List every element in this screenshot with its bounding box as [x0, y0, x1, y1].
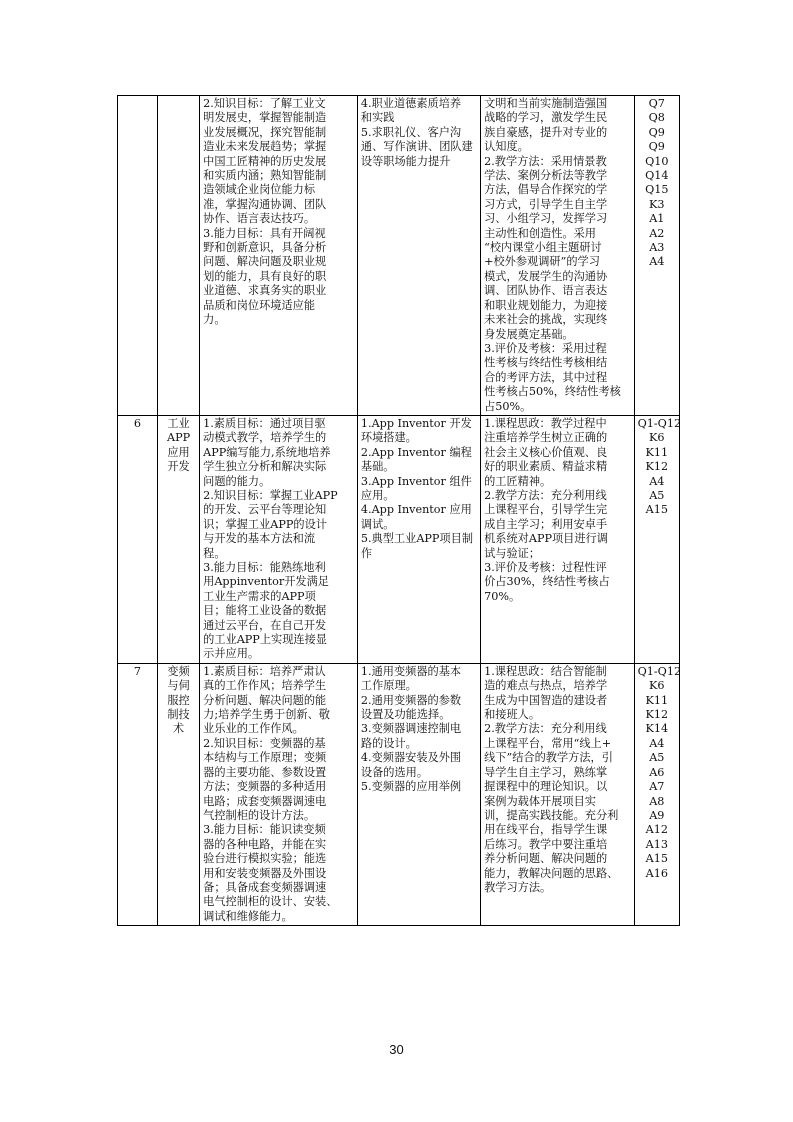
goal-line: 本结构与工作原理；变频 — [203, 751, 327, 765]
goal-line: 协作、语言表达技巧。 — [203, 212, 316, 226]
requirement-line: 养分析问题、解决问题的 — [484, 852, 608, 866]
requirement-line: 后练习。教学中要注重培 — [484, 837, 608, 851]
requirement-line: 注重培养学生树立正确的 — [484, 431, 608, 445]
goal-line: 的工业APP上实现连接显 — [203, 633, 327, 647]
content-line: 3.变频器调速控制电 — [360, 722, 462, 736]
requirement-line: 造的难点与热点，培养学 — [484, 679, 608, 693]
requirement-line: 的工匠精神。 — [484, 474, 552, 488]
goal-line: 程。 — [203, 546, 226, 560]
requirement-line: 机系统对APP项目进行调 — [484, 532, 608, 546]
goal-line: 1.素质目标：培养严肃认 — [203, 664, 326, 678]
requirement-line: 方法，倡导合作探究的学 — [484, 183, 608, 197]
goal-line: 2.知识目标：了解工业文 — [203, 97, 326, 110]
goal-line: 造业未来发展趋势；掌握 — [203, 140, 327, 154]
goal-line: 3.能力目标：能熟练地利 — [203, 561, 326, 574]
content-line: 3.App Inventor 组件 — [360, 474, 472, 488]
content-line: 4.变频器安装及外围 — [360, 751, 462, 765]
mapping-code: A8 — [649, 794, 665, 808]
requirement-line: 战略的学习，激发学生民 — [484, 111, 608, 125]
mapping-code: K14 — [645, 722, 669, 736]
course-number-cell — [118, 663, 158, 925]
goal-line: 力;培养学生勇于创新、敬 — [203, 708, 330, 722]
content-line: 4.App Inventor 应用 — [360, 503, 472, 517]
goal-line: 准，掌握沟通协调、团队 — [203, 197, 327, 211]
course-name-cell — [157, 663, 199, 925]
course-content-cell — [357, 96, 480, 416]
goal-line: 真的工作作风；培养学生 — [203, 679, 327, 693]
course-name-cell — [157, 96, 199, 416]
teaching-requirements-cell — [481, 415, 634, 663]
mapping-code: A5 — [649, 751, 665, 765]
requirement-line: 2.教学方法：充分利用线 — [484, 488, 607, 502]
requirement-line: 上课程平台，常用“线上+ — [484, 736, 612, 750]
table-row — [118, 415, 680, 663]
goal-line: 野和创新意识，具备分析 — [203, 241, 327, 255]
mapping-code: A7 — [649, 780, 665, 794]
goal-line: 电气控制柜的设计、安装、 — [203, 895, 338, 909]
goal-line: 识；掌握工业APP的设计 — [203, 517, 327, 531]
goal-line: 电路；成套变频器调速电 — [203, 794, 327, 808]
mapping-code: K6 — [649, 679, 665, 693]
goal-line: 品质和岗位环境适应能 — [203, 298, 316, 312]
goal-line: 和实质内涵；熟知智能制 — [203, 169, 327, 183]
mapping-code: A2 — [649, 226, 665, 240]
mapping-code: Q9 — [648, 140, 665, 154]
requirement-line: 价占30%，终结性考核占 — [484, 575, 610, 589]
goal-line: 学生独立分析和解决实际 — [203, 460, 327, 474]
mapping-code: K12 — [645, 460, 669, 474]
mapping-code: A16 — [645, 866, 668, 880]
mapping-code: Q1-Q12 — [637, 664, 682, 678]
requirement-line: 教学习方法。 — [484, 880, 552, 894]
content-line: 1.App Inventor 开发 — [360, 416, 472, 430]
mapping-code: A4 — [649, 736, 665, 750]
content-line: 5.变频器的应用举例 — [360, 780, 462, 794]
goal-line: 与开发的基本方法和流 — [203, 532, 316, 546]
page-number: 30 — [389, 1042, 404, 1057]
requirement-line: 身发展奠定基础。 — [484, 327, 574, 341]
requirement-line: 70%。 — [484, 589, 521, 603]
goal-line: 2.知识目标：掌握工业APP — [203, 488, 338, 502]
requirement-line: 试与验证； — [484, 546, 541, 560]
goal-line: 业乐业的工作作风。 — [203, 722, 304, 736]
requirement-line: 3.评价及考核：采用过程 — [484, 341, 607, 355]
goal-line: 2.知识目标：变频器的基 — [203, 736, 326, 750]
course-number-cell — [118, 96, 158, 416]
content-line: 1.通用变频器的基本 — [360, 664, 462, 678]
requirement-line: 导学生自主学习，熟练掌 — [484, 765, 608, 779]
goal-line: 力。 — [203, 313, 226, 327]
content-line: 调试。 — [360, 517, 395, 531]
requirement-line: 习方式，引导学生自主学 — [484, 197, 608, 211]
requirement-line: 习、小组学习，发挥学习 — [484, 212, 608, 226]
goal-line: 3.能力目标：能识读变频 — [203, 823, 326, 837]
goal-line: 示并应用。 — [203, 647, 260, 661]
content-line: 路的设计。 — [360, 736, 417, 750]
goal-line: 中国工匠精神的历史发展 — [203, 154, 327, 168]
requirement-line: 训，提高实践技能。充分利 — [484, 808, 619, 822]
course-number: 7 — [133, 664, 142, 678]
requirement-line: 线下”结合的教学方法，引 — [484, 751, 613, 765]
requirement-line: 和职业规划能力，为迎接 — [484, 298, 608, 312]
requirement-line: 调、团队协作、语言表达 — [484, 284, 608, 298]
course-name-line: APP — [166, 431, 191, 445]
requirement-line: 文明和当前实施制造强国 — [484, 97, 608, 110]
course-name-line: 制技 — [167, 708, 190, 722]
goal-line: 1.素质目标：通过项目驱 — [203, 416, 326, 430]
goal-line: 用Appinventor开发满足 — [203, 575, 329, 589]
table-row — [118, 663, 680, 925]
requirement-line: 案例为载体开展项目实 — [484, 794, 596, 808]
mapping-code: A5 — [649, 488, 665, 502]
goal-line: 划的能力，具有良好的职 — [203, 269, 327, 283]
requirement-line: 合的考评方法，其中过程 — [484, 370, 608, 384]
mapping-code: A4 — [649, 255, 665, 269]
goal-line: 调试和维修能力。 — [203, 909, 293, 923]
goal-line: 器的各种电路，并能在实 — [203, 837, 327, 851]
goal-line: 问题的能力。 — [203, 474, 271, 488]
goal-line: 目；能将工业设备的数据 — [203, 604, 327, 618]
requirement-line: 1.课程思政：教学过程中 — [484, 416, 607, 430]
course-name-line: 与伺 — [167, 679, 190, 693]
requirement-line: 和接班人。 — [484, 708, 541, 722]
requirement-line: 用在线平台，指导学生课 — [484, 823, 608, 837]
requirement-line: 模式，发展学生的沟通协 — [484, 269, 608, 283]
content-line: 2.通用变频器的参数 — [360, 693, 462, 707]
course-name-line: 应用 — [167, 445, 190, 459]
requirement-line: 能力，教解决问题的思路、 — [484, 866, 619, 880]
goal-line: 器的主要功能、参数设置 — [203, 765, 327, 779]
requirement-line: 主动性和创造性。采用 — [484, 226, 596, 240]
requirement-line: 性考核与终结性考核相结 — [484, 356, 608, 370]
goal-line: 验台进行模拟实验；能选 — [203, 852, 327, 866]
mapping-code: A15 — [645, 852, 668, 866]
goal-line: 工业生产需求的APP项 — [203, 589, 316, 603]
course-content-cell — [357, 415, 480, 663]
content-line: 应用。 — [360, 488, 395, 502]
requirement-line: 握课程中的理论知识。以 — [484, 780, 608, 794]
competency-mapping-cell — [634, 663, 682, 925]
requirement-line: 占50%。 — [484, 399, 532, 413]
course-table-body — [118, 96, 680, 926]
goal-line: 3.能力目标：具有开阔视 — [203, 226, 326, 240]
mapping-code: K12 — [645, 708, 669, 722]
content-line: 工作原理。 — [360, 679, 417, 693]
competency-mapping-cell — [634, 415, 682, 663]
content-line: 2.App Inventor 编程 — [360, 445, 472, 459]
requirement-line: 3.评价及考核：过程性评 — [484, 561, 607, 574]
mapping-code: Q1-Q12 — [637, 416, 682, 430]
content-line: 和实践 — [360, 111, 395, 125]
mapping-code: A9 — [649, 808, 665, 822]
mapping-code: Q7 — [648, 97, 665, 110]
course-content-cell — [357, 663, 480, 925]
mapping-code: A13 — [645, 837, 668, 851]
course-goals-cell — [200, 96, 358, 416]
goal-line: 明发展史，掌握智能制造 — [203, 111, 327, 125]
goal-line: 的开发、云平台等理论知 — [203, 503, 327, 517]
goal-line: 备；具备成套变频器调速 — [203, 880, 327, 894]
goal-line: 方法；变频器的多种适用 — [203, 780, 327, 794]
requirement-line: 社会主义核心价值观、良 — [484, 445, 608, 459]
table-row — [118, 96, 680, 416]
goal-line: 动模式教学，培养学生的 — [203, 431, 327, 445]
goal-line: 业发展概况，探究智能制 — [203, 125, 327, 139]
goal-line: APP编写能力,系统地培养 — [203, 445, 331, 459]
course-name-line: 开发 — [167, 460, 190, 474]
course-name-line: 术 — [172, 722, 185, 736]
teaching-requirements-cell — [481, 96, 634, 416]
content-line: 设等职场能力提升 — [360, 154, 451, 168]
competency-mapping-cell — [634, 96, 679, 416]
mapping-code: A1 — [649, 212, 665, 226]
mapping-code: Q9 — [648, 125, 665, 139]
requirement-line: 成自主学习；利用安卓手 — [484, 517, 608, 531]
requirement-line: 2.教学方法：采用情景教 — [484, 154, 607, 168]
content-line: 4.职业道德素质培养 — [360, 97, 462, 110]
mapping-code: A6 — [649, 765, 665, 779]
course-name-cell — [157, 415, 199, 663]
content-line: 5.求职礼仪、客户沟 — [360, 125, 462, 139]
content-line: 基础。 — [360, 460, 395, 474]
requirement-line: 认知度。 — [484, 140, 529, 154]
mapping-code: Q8 — [648, 111, 665, 125]
course-goals-cell — [200, 415, 358, 663]
mapping-code: K3 — [649, 197, 665, 211]
goal-line: 问题、解决问题及职业规 — [203, 255, 327, 269]
course-number-cell — [118, 415, 158, 663]
goal-line: 通过云平台，在自己开发 — [203, 618, 327, 632]
goal-line: 用和安装变频器及外围设 — [203, 866, 327, 880]
requirement-line: 性考核占50%，终结性考核 — [484, 385, 621, 399]
content-line: 环境搭建。 — [360, 431, 417, 445]
requirement-line: “校内课堂小组主题研讨 — [484, 241, 602, 255]
content-line: 通、写作演讲、团队建 — [360, 140, 473, 154]
goal-line: 气控制柜的设计方法。 — [203, 808, 316, 822]
content-line: 5.典型工业APP项目制 — [360, 532, 474, 546]
teaching-requirements-cell — [481, 663, 634, 925]
requirement-line: 未来社会的挑战，实现终 — [484, 313, 608, 327]
requirement-line: 1.课程思政：结合智能制 — [484, 664, 607, 678]
requirement-line: 上课程平台，引导学生完 — [484, 503, 608, 517]
mapping-code: A15 — [645, 503, 668, 517]
mapping-code: Q14 — [645, 169, 669, 183]
course-name-line: 变频 — [167, 664, 190, 678]
course-number: 6 — [133, 416, 142, 430]
course-name-line: 服控 — [167, 693, 190, 707]
content-line: 设备的选用。 — [360, 765, 429, 779]
mapping-code: K11 — [645, 445, 669, 459]
content-line: 作 — [360, 546, 373, 560]
mapping-code: A3 — [649, 241, 665, 255]
goal-line: 造领域企业岗位能力标 — [203, 183, 316, 197]
goal-line: 业道德、求真务实的职业 — [203, 284, 327, 298]
mapping-code: A12 — [645, 823, 668, 837]
requirement-line: 族自豪感，提升对专业的 — [484, 125, 608, 139]
requirement-line: +校外参观调研”的学习 — [484, 255, 600, 269]
mapping-code: K11 — [645, 693, 669, 707]
requirement-line: 生成为中国智造的建设者 — [484, 693, 608, 707]
requirement-line: 好的职业素质、精益求精 — [484, 460, 608, 474]
goal-line: 分析问题、解决问题的能 — [203, 693, 327, 707]
mapping-code: Q10 — [645, 154, 669, 168]
course-goals-cell — [200, 663, 358, 925]
requirement-line: 学法、案例分析法等教学 — [484, 169, 608, 183]
course-table — [117, 95, 680, 926]
course-name-line: 工业 — [167, 416, 190, 430]
mapping-code: K6 — [649, 431, 665, 445]
requirement-line: 2.教学方法：充分利用线 — [484, 722, 607, 736]
mapping-code: Q15 — [645, 183, 669, 197]
content-line: 设置及功能选择。 — [360, 708, 451, 722]
mapping-code: A4 — [649, 474, 665, 488]
